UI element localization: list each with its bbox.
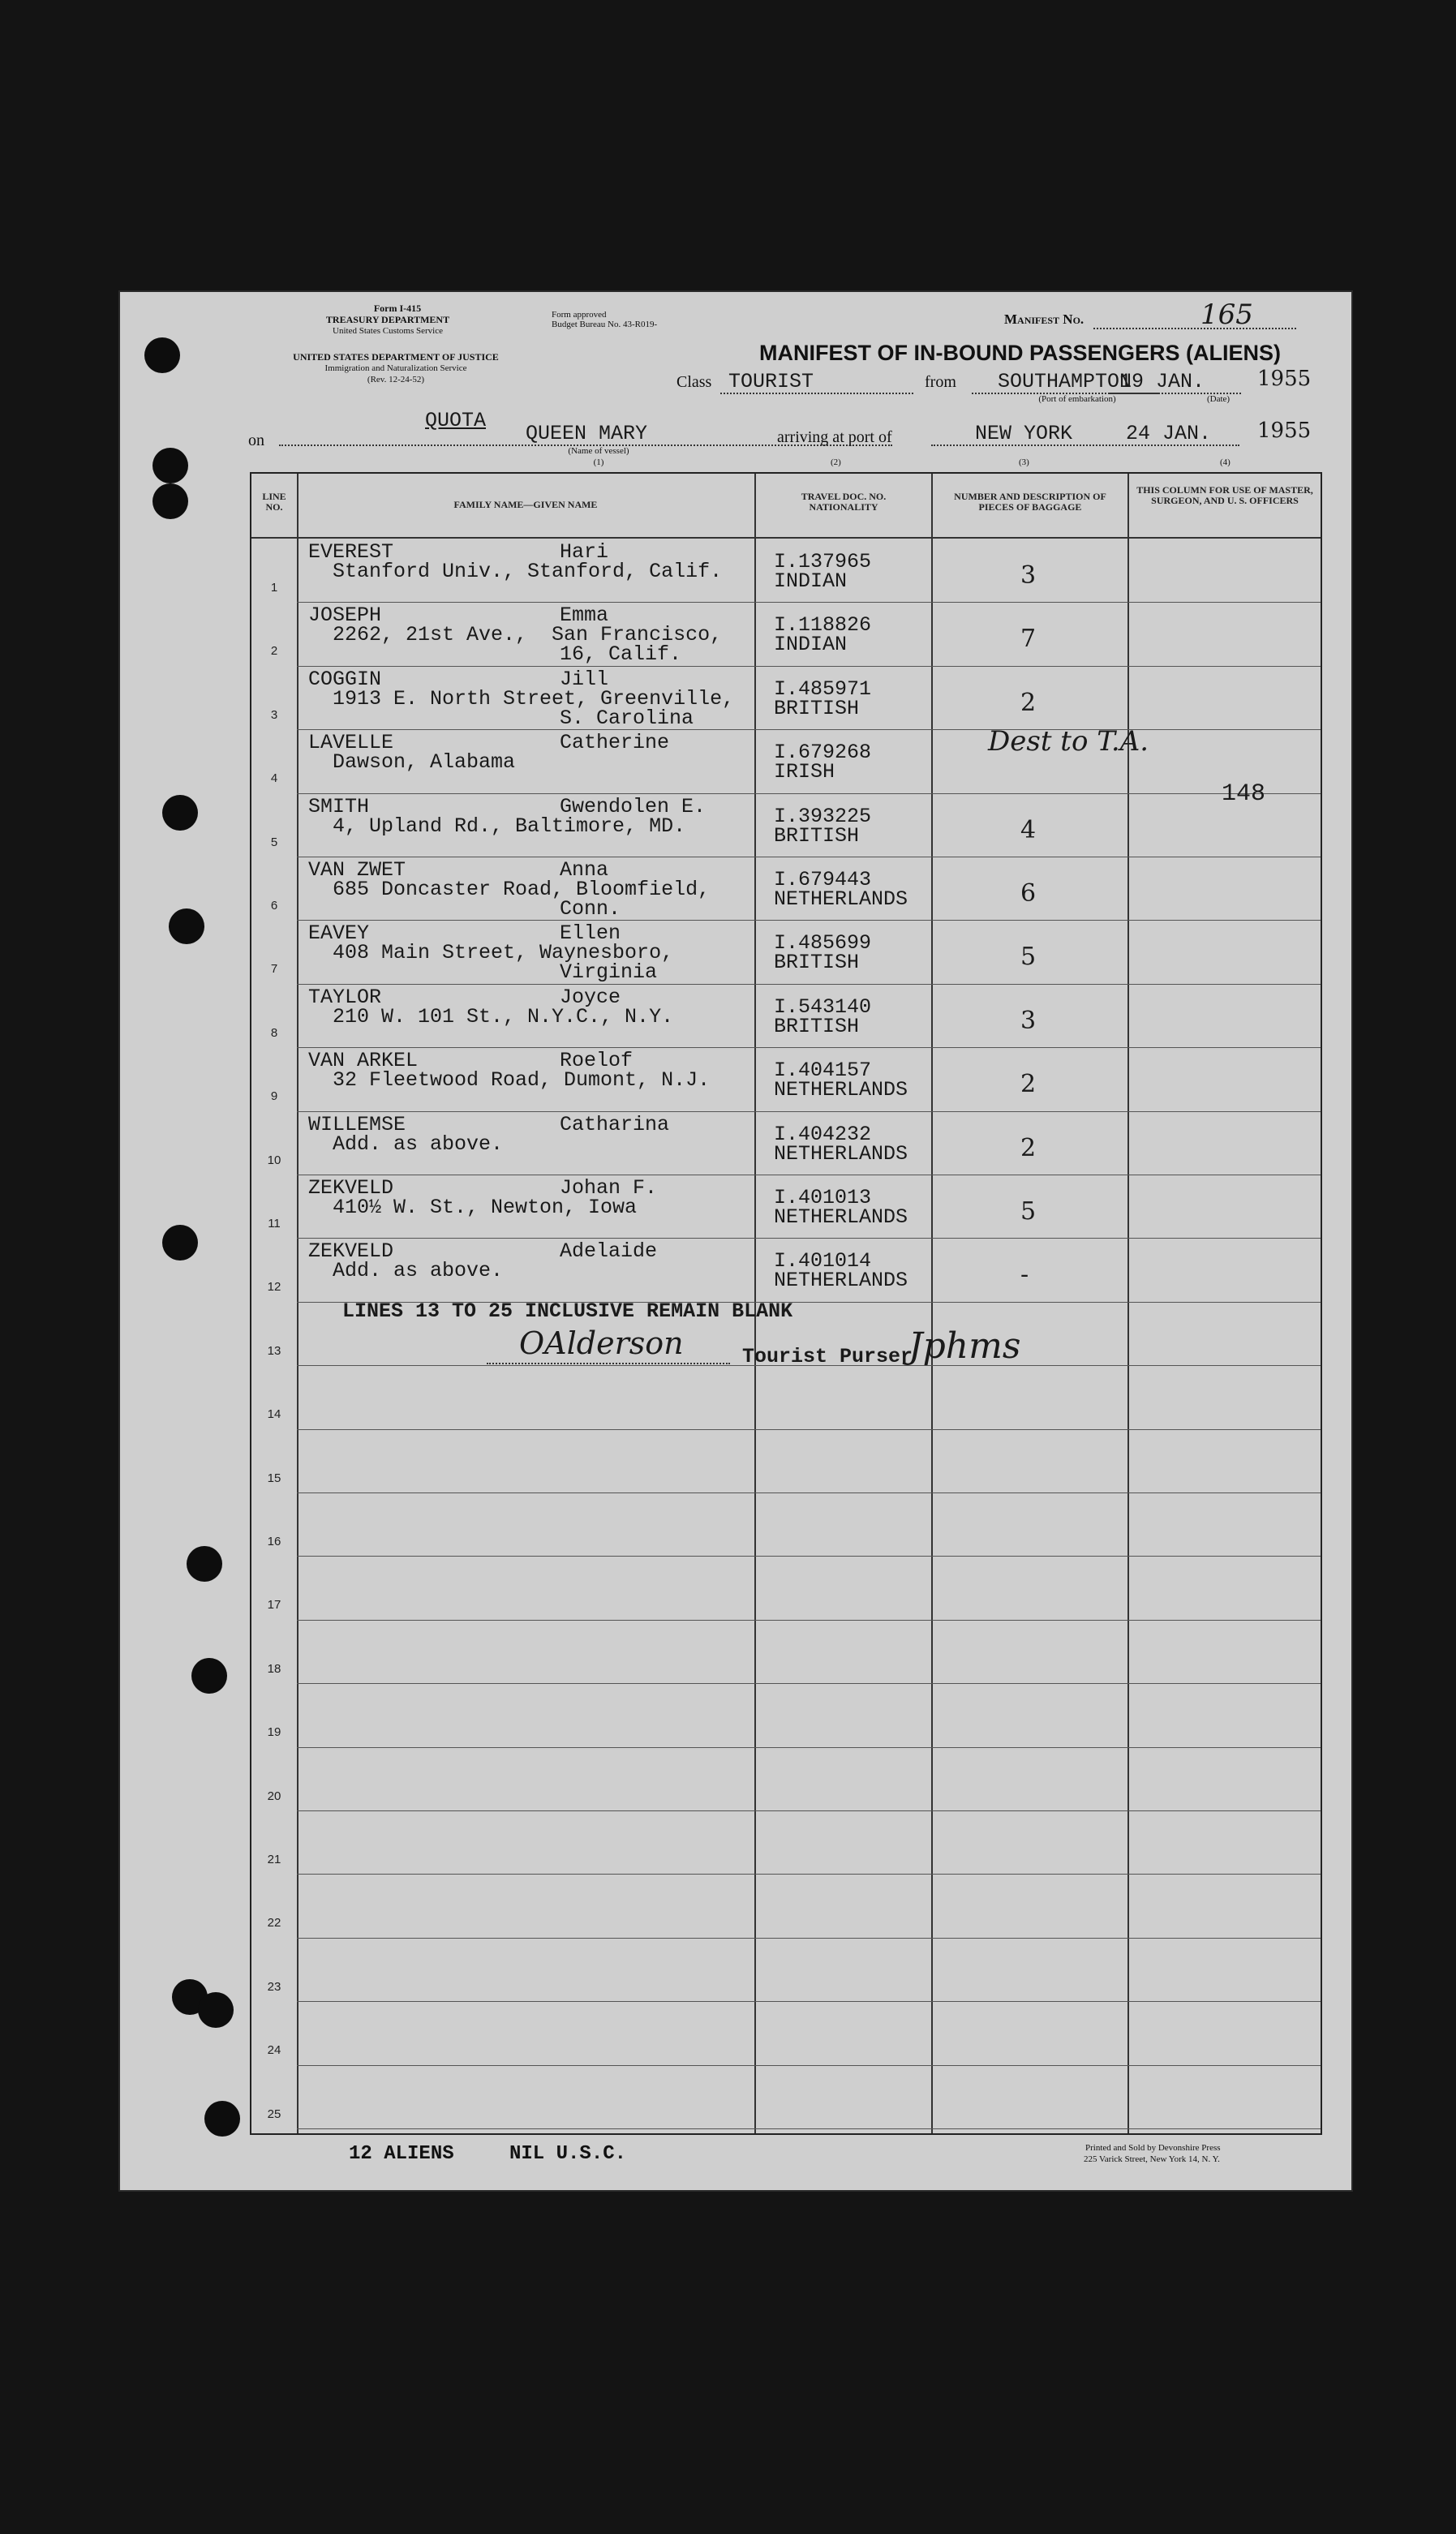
family-name: VAN ARKEL [308,1049,419,1073]
baggage-count: 2 [1020,1133,1037,1162]
arrival-year: 1955 [1257,419,1312,443]
given-name: Adelaide [560,1239,658,1264]
row-divider [297,1238,1321,1239]
revision: (Rev. 12-24-52) [367,375,425,384]
line-number: 13 [267,1343,281,1358]
line-number: 24 [267,2043,281,2058]
binder-hole [187,1546,222,1582]
nationality: INDIAN [774,633,848,657]
class-label: Class [676,373,712,391]
row-divider [297,1683,1321,1684]
given-name: Anna [560,858,609,882]
form-approved: Form approved [552,310,607,320]
justice-dept: UNITED STATES DEPARTMENT OF JUSTICE [293,351,499,363]
line-number: 21 [267,1853,281,1866]
row-divider [297,984,1321,985]
address-line1: 210 W. 101 St., N.Y.C., N.Y. [333,1004,674,1029]
travel-doc-number: I.404157 [774,1059,872,1083]
line-number: 16 [267,1535,281,1548]
nationality: BRITISH [774,696,860,720]
class-value: TOURIST [728,370,814,393]
baggage-count: 5 [1020,943,1037,972]
given-name: Catharina [560,1112,670,1136]
travel-doc-number: I.679443 [774,868,872,891]
family-name: SMITH [308,794,370,818]
baggage-count: 3 [1020,561,1037,590]
family-name: ZEKVELD [308,1176,394,1200]
vessel-col-no: (1) [593,457,604,467]
binder-hole [152,483,188,519]
line-number: 20 [267,1789,281,1803]
given-name: Roelof [560,1049,634,1073]
binder-hole [204,2101,240,2137]
binder-hole [198,1992,234,2028]
line-number: 2 [270,644,278,659]
vessel-name: QUEEN MARY [526,422,648,445]
from-port: SOUTHAMPTON [998,370,1132,393]
officer-note: 148 [1222,780,1266,808]
col2-no: (2) [831,457,841,467]
travel-doc-number: I.404232 [774,1122,872,1146]
nationality: NETHERLANDS [774,887,908,911]
arriving-label: arriving at port of [777,428,892,446]
given-name: Hari [560,540,609,564]
purser-signature: OAlderson [519,1325,684,1361]
address-line2: 16, Calif. [560,642,682,667]
nationality: IRISH [774,760,835,784]
line-number: 1 [270,581,278,595]
line-number: 8 [270,1025,278,1040]
travel-doc-number: I.485699 [774,931,872,956]
row-divider [297,1874,1321,1875]
line-number: 15 [267,1471,281,1485]
row-divider [297,2065,1321,2066]
nationality: NETHERLANDS [774,1078,908,1102]
address-line1: 408 Main Street, Waynesboro, [333,941,674,965]
travel-doc-number: I.543140 [774,994,872,1019]
manifest-no-label: Manifest No. [1004,311,1084,327]
nationality: BRITISH [774,823,860,848]
vessel-caption: (Name of vessel) [568,446,629,456]
family-name: LAVELLE [308,731,394,755]
line-number: 19 [267,1725,281,1740]
col-baggage: NUMBER AND DESCRIPTION OF PIECES OF BAGGAGE [954,491,1106,513]
given-name: Catherine [560,731,670,755]
officer-signature: Jphms [908,1325,1021,1367]
line-number: 7 [270,962,278,977]
address-line1: Add. as above. [333,1259,504,1283]
col4-no: (4) [1220,457,1231,467]
row-divider [297,1938,1321,1939]
col3-no: (3) [1019,457,1029,467]
col-family-name: FAMILY NAME—GIVEN NAME [453,499,598,510]
row-divider [297,1620,1321,1621]
family-name: ZEKVELD [308,1239,394,1264]
line-number: 9 [270,1089,278,1104]
row-divider [297,1047,1321,1048]
purser-label: Tourist Purser [742,1345,913,1368]
given-name: Emma [560,603,609,628]
baggage-count: - [1020,1261,1029,1290]
address-line1: 410½ W. St., Newton, Iowa [333,1196,638,1219]
binder-hole [152,448,188,483]
row-divider [297,1111,1321,1112]
col-travel-doc: TRAVEL DOC. NO. NATIONALITY [801,491,887,513]
family-name: JOSEPH [308,603,382,628]
travel-doc-number: I.401013 [774,1186,872,1209]
row-divider [297,1429,1321,1430]
address-line1: Stanford Univ., Stanford, Calif. [333,560,723,583]
manifest-page [120,292,1351,2190]
row-divider [297,1810,1321,1811]
family-name: EAVEY [308,921,370,946]
family-name: WILLEMSE [308,1112,406,1136]
from-label: from [925,373,956,391]
binder-hole [169,908,204,944]
col-officers: THIS COLUMN FOR USE OF MASTER, SURGEON, AND U. S. OFFICERS [1136,484,1313,506]
address-line1: 2262, 21st Ave., San Francisco, [333,623,723,647]
nationality: BRITISH [774,951,860,975]
line-number: 17 [267,1598,281,1613]
line-number: 10 [267,1153,281,1167]
row-divider [297,920,1321,921]
travel-doc-number: I.485971 [774,676,872,701]
address-line1: 685 Doncaster Road, Bloomfield, [333,878,711,901]
travel-doc-number: I.137965 [774,550,872,573]
row-divider [297,1747,1321,1748]
family-name: EVEREST [308,540,394,564]
on-label: on [248,432,264,449]
manifest-table [250,472,1322,2135]
line-number: 25 [267,2107,281,2121]
usc-count: NIL U.S.C. [509,2143,627,2165]
line-number: 22 [267,1916,281,1931]
line-number: 18 [267,1661,281,1676]
row-divider [297,1556,1321,1557]
line-number: 4 [270,771,278,786]
line-number: 11 [268,1217,281,1230]
row-divider [297,666,1321,667]
line-number: 3 [270,707,278,722]
given-name: Jill [560,667,609,691]
binder-hole [144,337,180,373]
travel-doc-number: I.679268 [774,741,872,765]
date-caption: (Date) [1207,394,1231,404]
baggage-count: 6 [1020,879,1037,908]
nationality: NETHERLANDS [774,1205,908,1229]
form-number: Form I-415 [373,303,422,314]
address-line1: Dawson, Alabama [333,750,516,775]
manifest-no: 165 [1200,298,1253,331]
address-line2: Virginia [560,960,658,985]
remain-blank-note: LINES 13 TO 25 INCLUSIVE REMAIN BLANK [342,1299,793,1323]
line-number: 12 [267,1280,281,1295]
binder-hole [162,1225,198,1261]
baggage-count: 4 [1020,815,1037,844]
baggage-count: 3 [1020,1006,1037,1035]
address-line2: S. Carolina [560,706,694,730]
address-line1: 4, Upland Rd., Baltimore, MD. [333,814,686,838]
family-name: COGGIN [308,667,382,691]
baggage-count: 7 [1020,625,1037,654]
baggage-count: 2 [1020,688,1037,717]
nationality: NETHERLANDS [774,1141,908,1166]
printer-line2: 225 Varick Street, New York 14, N. Y. [1084,2154,1220,2164]
row-divider [297,602,1321,603]
address-line1: 32 Fleetwood Road, Dumont, N.J. [333,1068,711,1093]
given-name: Gwendolen E. [560,794,707,818]
departure-year: 1955 [1257,367,1312,391]
binder-hole [191,1658,227,1694]
travel-doc-number: I.401014 [774,1249,872,1273]
binder-hole [162,795,198,831]
family-name: TAYLOR [308,985,382,1009]
row-divider [297,1492,1321,1493]
row-divider [297,2001,1321,2002]
travel-doc-number: I.393225 [774,804,872,828]
printer-line1: Printed and Sold by Devonshire Press [1085,2143,1221,2153]
arrival-port: NEW YORK [975,422,1073,445]
baggage-count: 2 [1020,1070,1037,1099]
col-line-no: LINE NO. [262,491,286,513]
line-number: 5 [270,835,278,849]
row-divider [297,793,1321,794]
baggage-count: 5 [1020,1197,1037,1226]
line-number: 14 [267,1407,281,1422]
address-line1: 1913 E. North Street, Greenville, [333,686,735,711]
travel-doc-number: I.118826 [774,613,872,638]
nationality: BRITISH [774,1014,860,1038]
given-name: Ellen [560,921,621,946]
line-number: 23 [267,1979,281,1994]
treasury-dept: TREASURY DEPARTMENT [325,314,450,325]
form-title: MANIFEST OF IN-BOUND PASSENGERS (ALIENS) [759,341,1282,365]
nationality: NETHERLANDS [774,1269,908,1293]
from-caption: (Port of embarkation) [1038,394,1116,404]
address-line1: Add. as above. [333,1132,504,1156]
ins-service: Immigration and Naturalization Service [324,363,467,373]
row4-note: Dest to T.A. [988,725,1149,758]
given-name: Joyce [560,985,621,1009]
row-divider [297,2128,1321,2129]
alien-count: 12 ALIENS [349,2143,454,2165]
nationality: INDIAN [774,569,848,593]
row-divider [297,729,1321,730]
family-name: VAN ZWET [308,858,406,882]
budget-bureau: Budget Bureau No. 43-R019- [552,320,658,329]
address-line2: Conn. [560,897,621,921]
departure-date: 19 JAN. [1119,370,1205,393]
customs-service: United States Customs Service [333,326,443,336]
arrival-date: 24 JAN. [1126,422,1212,445]
quota-label: QUOTA [425,409,487,432]
line-number: 6 [270,899,278,913]
given-name: Johan F. [560,1176,658,1200]
